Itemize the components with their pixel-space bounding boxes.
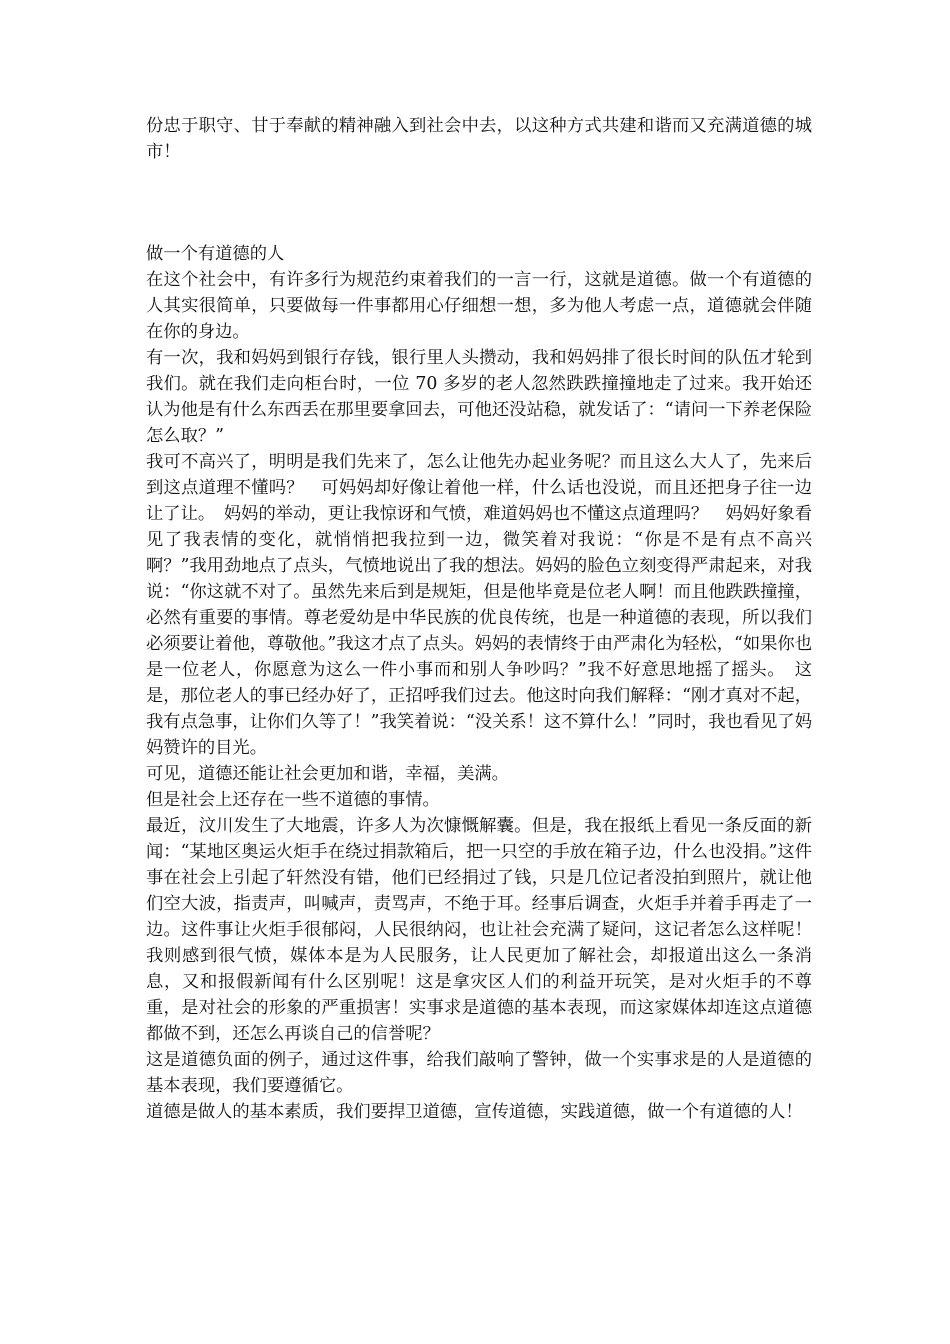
essay-paragraph: 可见，道德还能让社会更加和谐，幸福，美满。: [146, 764, 509, 784]
essay-paragraph: 最近，汶川发生了大地震，许多人为次慷慨解囊。但是，我在报纸上看见一条反面的新闻：“某地区奥运火炬手在绕过捐款箱后，把一只空的手放在箱子边，什么也没捐。”这件事在社会上引起了轩然没有错，他们已经捐过了钱，只是几位记者没拍到照片，就让他们空大波，指责声，叫喊声，责骂声，不绝于耳。经事后调查，火炬手并着手再走了一边。这件事让火炬手很郁闷，人民很纳闷，也让社会充满了疑问，这记者怎么这样呢！我则感到很气愤，媒体本是为人民服务，让人民更加了解社会，却报道出这么一条消息，又和报假新闻有什么区别呢！这是拿灾区人们的利益开玩笑，是对火炬手的不尊重，是对社会的形象的严重损害！实事求是道德的基本表现，而这家媒体却连这点道德都做不到，还怎么再谈自己的信誉呢？: [146, 816, 812, 1044]
intro-paragraph: 份忠于职守、甘于奉献的精神融入到社会中去，以这种方式共建和谐而又充满道德的城市！: [146, 116, 812, 162]
intro-section: [146, 113, 812, 165]
essay-paragraph: 在这个社会中，有许多行为规范约束着我们的一言一行，这就是道德。做一个有道德的人其实很简单，只要做每一件事都用心仔细想一想，多为他人考虑一点，道德就会伴随在你的身边。: [146, 270, 812, 342]
essay-paragraph: 道德是做人的基本素质，我们要捍卫道德，宣传道德，实践道德，做一个有道德的人！: [146, 1102, 803, 1122]
essay-title: 做一个有道德的人: [146, 244, 285, 264]
essay-section: [146, 241, 812, 1125]
essay-paragraph: 有一次，我和妈妈到银行存钱，银行里人头攒动，我和妈妈排了很长时间的队伍才轮到我们。就在我们走向柜台时，一位 70 多岁的老人忽然跌跌撞撞地走了过来。我开始还认为他是有什么东西丢在那里要拿回去，可他还没站稳，就发话了：“请问一下养老保险怎么取？”: [146, 348, 812, 446]
essay-paragraph: 我可不高兴了，明明是我们先来了，怎么让他先办起业务呢？而且这么大人了，先来后到这点道理不懂吗？ 可妈妈却好像让着他一样，什么话也没说，而且还把身子往一边让了让。 妈妈的举动，更让我惊讶和气愤，难道妈妈也不懂这点道理吗？ 妈妈好象看见了我表情的变化，就悄悄把我拉到一边，微笑着对我说：“你是不是有点不高兴啊？”我用劲地点了点头，气愤地说出了我的想法。妈妈的脸色立刻变得严肃起来，对我说：“你这就不对了。虽然先来后到是规矩，但是他毕竟是位老人啊！而且他跌跌撞撞，必然有重要的事情。尊老爱幼是中华民族的优良传统，也是一种道德的表现，所以我们必须要让着他，尊敬他。”我这才点了点头。妈妈的表情终于由严肃化为轻松，“如果你也是一位老人，你愿意为这么一件小事而和别人争吵吗？”我不好意思地摇了摇头。 这是，那位老人的事已经办好了，正招呼我们过去。他这时向我们解释：“刚才真对不起，我有点急事，让你们久等了！”我笑着说：“没关系！这不算什么！”同时，我也看见了妈妈赞许的目光。: [146, 452, 812, 758]
essay-paragraph: 这是道德负面的例子，通过这件事，给我们敲响了警钟，做一个实事求是的人是道德的基本表现，我们要遵循它。: [146, 1050, 812, 1096]
essay-paragraph: 但是社会上还存在一些不道德的事情。: [146, 790, 440, 810]
